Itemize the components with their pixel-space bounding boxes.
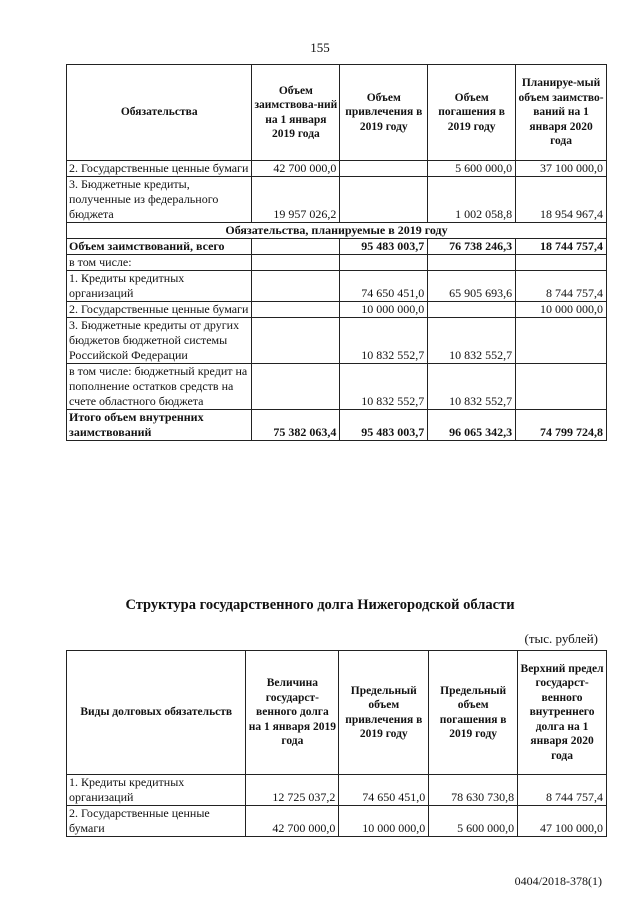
cell-value (340, 177, 428, 223)
cell-value (252, 271, 340, 302)
table-row (67, 302, 607, 318)
debt-structure-title: Структура государственного долга Нижегородской области (125, 597, 515, 613)
header-debt-jan-2019: Величина государст-венного долга на 1 января 2019 года (246, 651, 339, 775)
row-label: Итого объем внутренних заимствований (67, 410, 252, 441)
cell-value: 96 065 342,3 (428, 410, 516, 441)
debt-structure-table (66, 650, 607, 837)
cell-value: 10 000 000,0 (340, 302, 428, 318)
cell-value: 5 600 000,0 (429, 806, 518, 837)
cell-value: 8 744 757,4 (518, 775, 607, 806)
cell-value (252, 318, 340, 364)
header-limit-repayment: Предельный объем погашения в 2019 году (429, 651, 518, 775)
cell-value (252, 302, 340, 318)
header-planned-jan-2020: Планируе-мый объем заимство-ваний на 1 января 2020 года (516, 65, 607, 161)
cell-value: 10 000 000,0 (516, 302, 607, 318)
row-label: 2. Государственные ценные бумаги (67, 806, 246, 837)
table-row (67, 806, 607, 837)
header-repayment-2019: Объем погашения в 2019 году (428, 65, 516, 161)
cell-value: 65 905 693,6 (428, 271, 516, 302)
row-label: 2. Государственные ценные бумаги (67, 302, 252, 318)
cell-value: 5 600 000,0 (428, 161, 516, 177)
row-label: 2. Государственные ценные бумаги (67, 161, 252, 177)
header-upper-limit-2020: Верхний предел государст-венного внутреннего долга на 1 января 2020 года (518, 651, 607, 775)
cell-value: 74 650 451,0 (340, 271, 428, 302)
cell-value: 75 382 063,4 (252, 410, 340, 441)
cell-value: 10 832 552,7 (340, 364, 428, 410)
section-title: Обязательства, планируемые в 2019 году (67, 223, 607, 239)
row-label: Объем заимствований, всего (67, 239, 252, 255)
cell-value (252, 239, 340, 255)
cell-value: 47 100 000,0 (518, 806, 607, 837)
cell-value: 76 738 246,3 (428, 239, 516, 255)
document-code: 0404/2018-378(1) (514, 874, 602, 888)
row-label: 1. Кредиты кредитных организаций (67, 271, 252, 302)
table-row (67, 255, 607, 271)
cell-value (516, 364, 607, 410)
table-row (67, 177, 607, 223)
table-row (67, 271, 607, 302)
including-label: в том числе: (67, 255, 252, 271)
cell-value: 18 954 967,4 (516, 177, 607, 223)
cell-value: 74 799 724,8 (516, 410, 607, 441)
cell-value: 10 000 000,0 (339, 806, 429, 837)
row-label: 3. Бюджетные кредиты, полученные из федерального бюджета (67, 177, 252, 223)
cell-value: 19 957 026,2 (252, 177, 340, 223)
page-number: 155 (310, 40, 330, 55)
cell-value: 1 002 058,8 (428, 177, 516, 223)
header-limit-attraction: Предельный объем привлечения в 2019 году (339, 651, 429, 775)
header-obligations: Обязательства (67, 65, 252, 161)
cell-value: 10 832 552,7 (428, 364, 516, 410)
section-row (67, 223, 607, 239)
header-debt-types: Виды долговых обязательств (67, 651, 246, 775)
cell-value: 10 832 552,7 (340, 318, 428, 364)
cell-value: 12 725 037,2 (246, 775, 339, 806)
row-label: в том числе: бюджетный кредит на пополнение остатков средств на счете областного бюджета (67, 364, 252, 410)
cell-value: 42 700 000,0 (252, 161, 340, 177)
row-label: 1. Кредиты кредитных организаций (67, 775, 246, 806)
unit-label: (тыс. рублей) (524, 631, 598, 646)
table-row (67, 775, 607, 806)
table-row (67, 364, 607, 410)
cell-value: 37 100 000,0 (516, 161, 607, 177)
cell-value (340, 161, 428, 177)
cell-value: 42 700 000,0 (246, 806, 339, 837)
table-header-row (67, 651, 607, 775)
cell-value: 78 630 730,8 (429, 775, 518, 806)
total-row (67, 239, 607, 255)
header-volume-jan-2019: Объем заимствова-ний на 1 января 2019 года (252, 65, 340, 161)
grand-total-row (67, 410, 607, 441)
cell-value: 8 744 757,4 (516, 271, 607, 302)
header-attraction-2019: Объем привлечения в 2019 году (340, 65, 428, 161)
cell-value (516, 318, 607, 364)
cell-value: 95 483 003,7 (340, 410, 428, 441)
borrowings-table (66, 64, 607, 441)
table-row (67, 318, 607, 364)
cell-value: 74 650 451,0 (339, 775, 429, 806)
cell-value (428, 302, 516, 318)
cell-value: 95 483 003,7 (340, 239, 428, 255)
row-label: 3. Бюджетные кредиты от других бюджетов бюджетной системы Российской Федерации (67, 318, 252, 364)
table-row (67, 161, 607, 177)
table-header-row (67, 65, 607, 161)
cell-value: 18 744 757,4 (516, 239, 607, 255)
cell-value: 10 832 552,7 (428, 318, 516, 364)
cell-value (252, 364, 340, 410)
